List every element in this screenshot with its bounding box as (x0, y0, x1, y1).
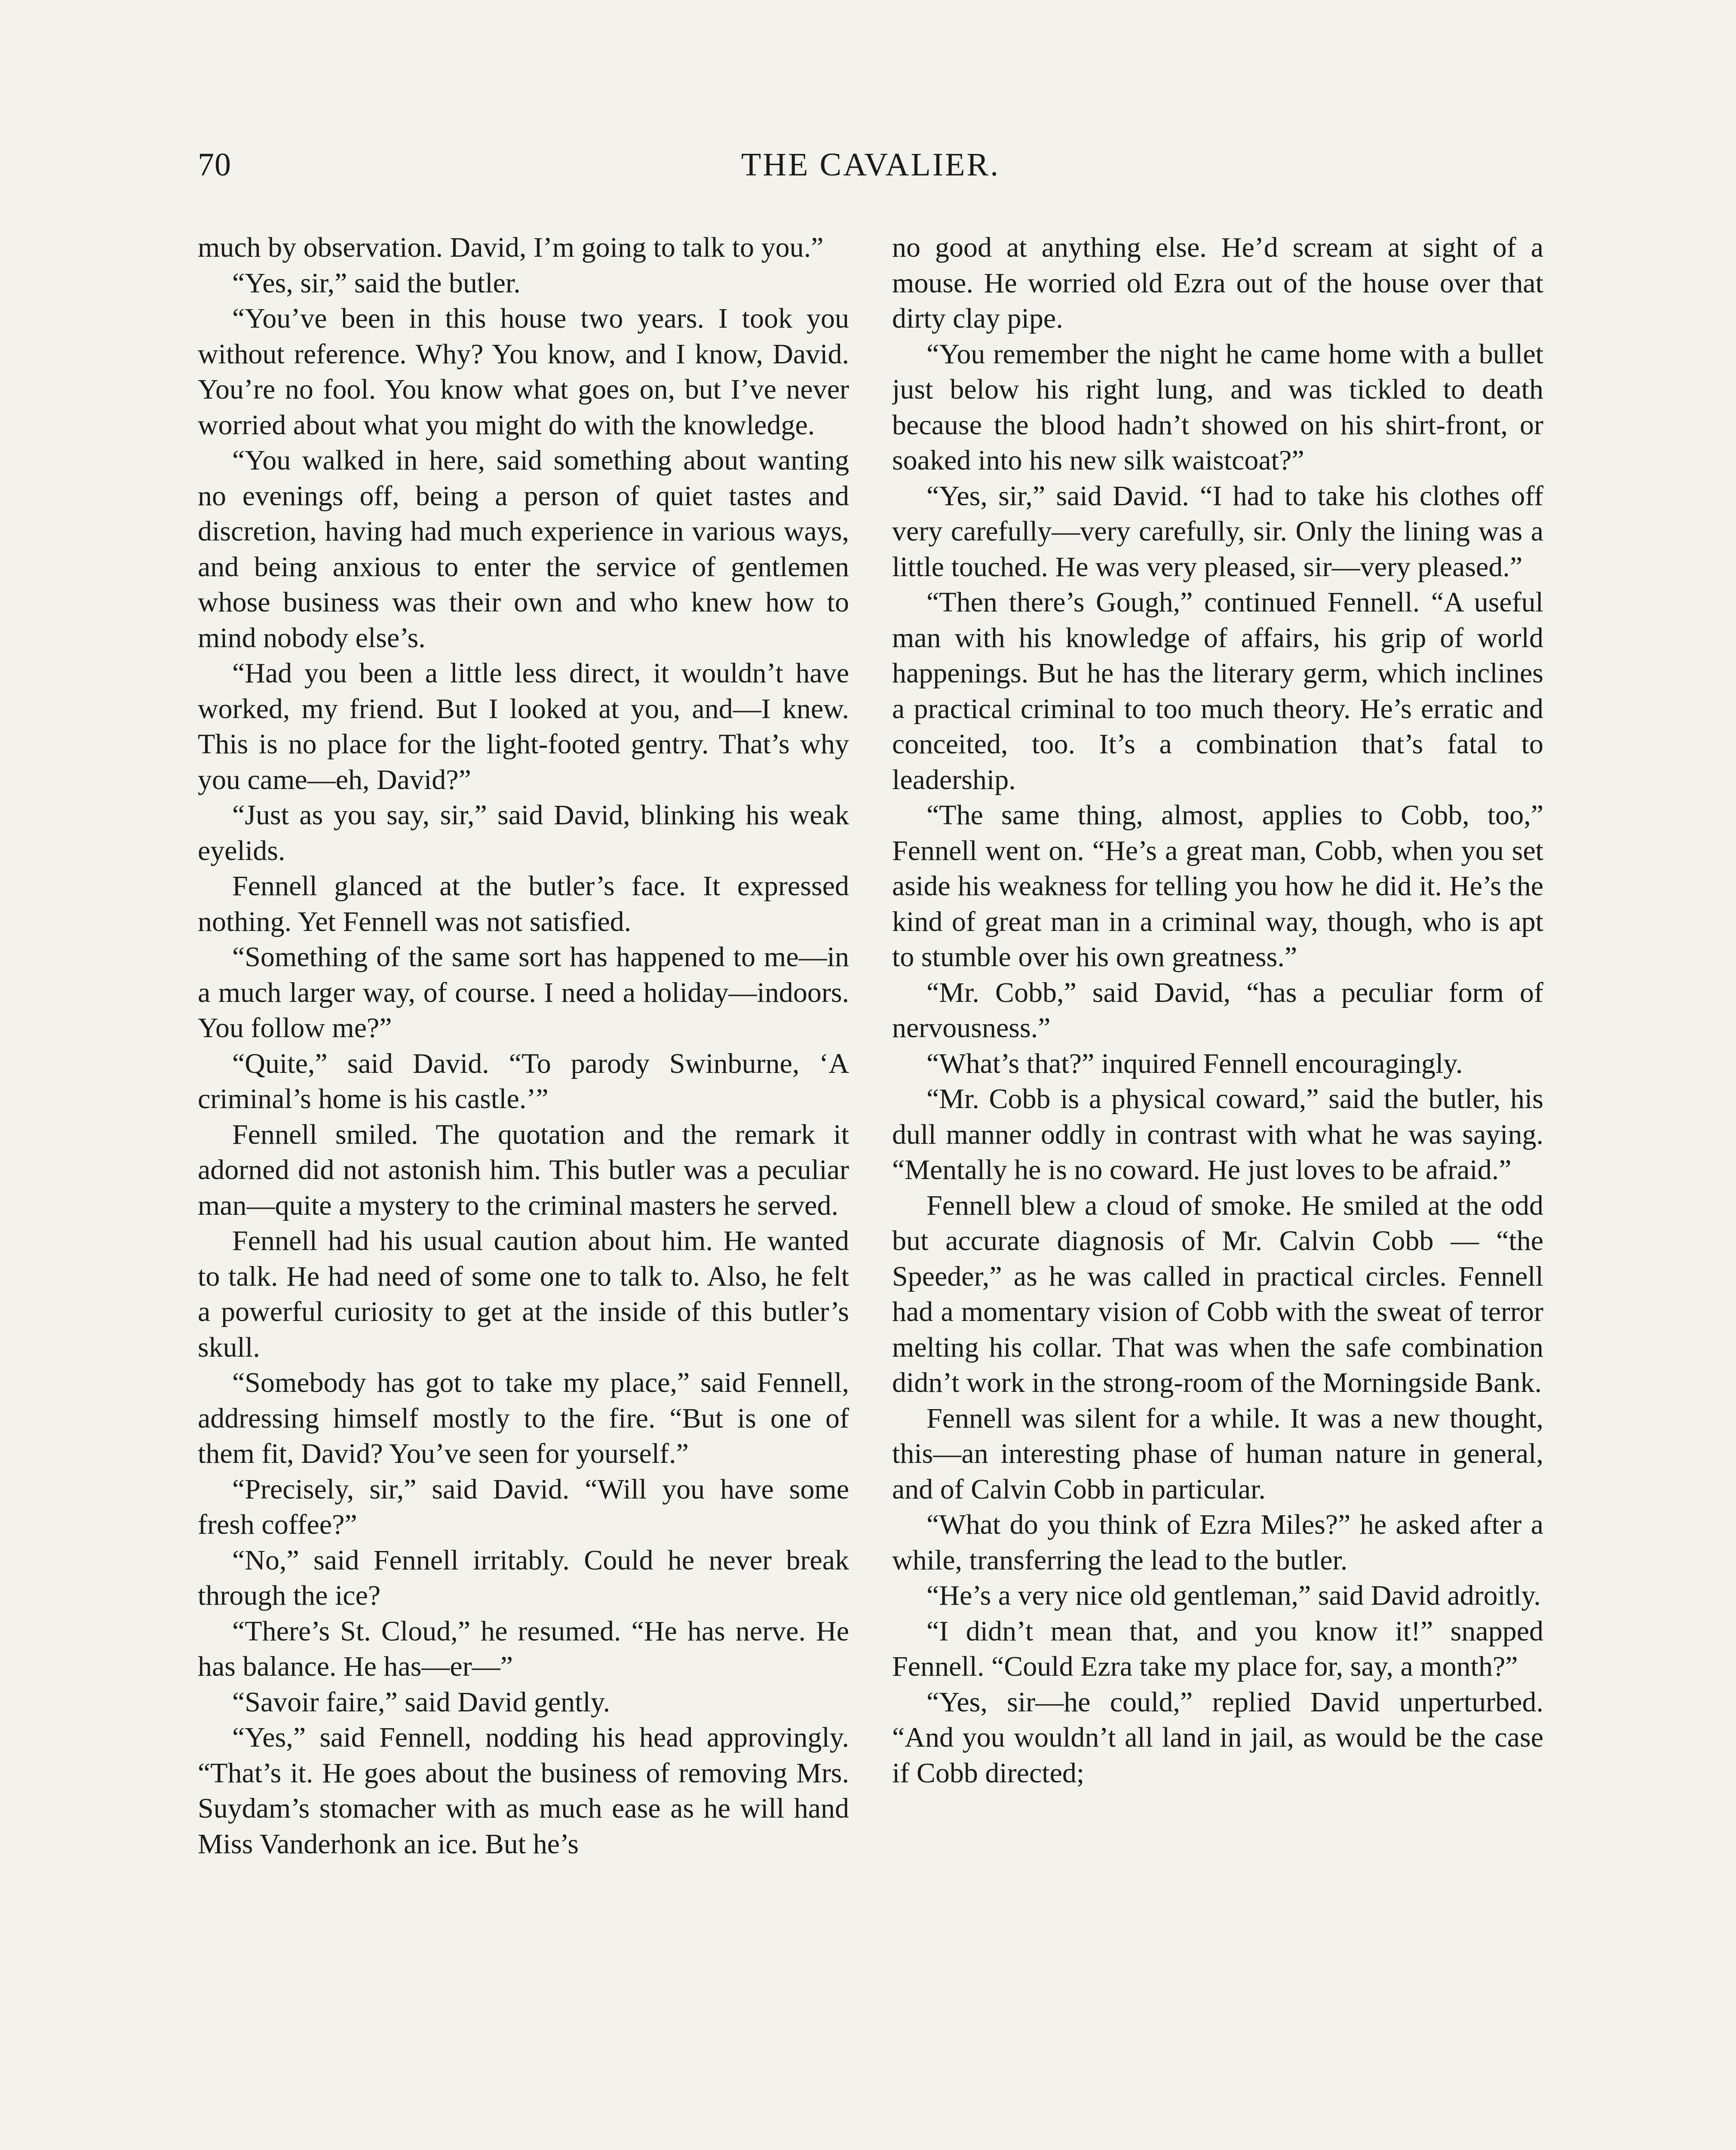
left-text-column (198, 230, 849, 2150)
paragraph: “Had you been a little less direct, it wouldn’t have worked, my friend. But I looked at you, and—I knew. This is no place for the light-footed gentry. That’s why you came—eh, David?” (198, 657, 849, 796)
paragraph: Fennell had his usual caution about him. He wanted to talk. He had need of some one to talk to. Also, he felt a powerful curiosity to get at the inside of this butler’s skull. (198, 1225, 849, 1363)
paragraph: “You remember the night he came home with a bullet just below his right lung, and was tickled to death because the blood hadn’t showed on his shirt-front, or soaked into his new silk waistcoat?” (892, 338, 1543, 476)
paragraph: no good at anything else. He’d scream at sight of a mouse. He worried old Ezra out of the house over that dirty clay pipe. (892, 232, 1543, 334)
running-title: THE CAVALIER. (741, 147, 1000, 183)
paragraph: “Mr. Cobb is a physical coward,” said the butler, his dull manner oddly in contrast with what he was saying. “Mentally he is no coward. He just loves to be afraid.” (892, 1083, 1543, 1186)
paragraph: Fennell was silent for a while. It was a new thought, this—an interesting phase of human nature in general, and of Calvin Cobb in particular. (892, 1402, 1543, 1505)
paragraph: Fennell smiled. The quotation and the remark it adorned did not astonish him. This butler was a peculiar man—quite a mystery to the criminal masters he served. (198, 1118, 849, 1221)
paragraph: “Yes, sir,” said the butler. (232, 267, 521, 299)
paragraph: “Precisely, sir,” said David. “Will you have some fresh coffee?” (198, 1473, 849, 1540)
paragraph: “Yes,” said Fennell, nodding his head approvingly. “That’s it. He goes about the business of removing Mrs. Suydam’s stomacher with as much ease as he will hand Miss Vanderhonk an ice. But he’s (198, 1722, 849, 1860)
paragraph: much by observation. David, I’m going to talk to you.” (198, 232, 824, 263)
paragraph: “What do you think of Ezra Miles?” he asked after a while, transferring the lead to the butler. (892, 1509, 1543, 1576)
page-header (198, 146, 1543, 194)
paragraph: “Yes, sir—he could,” replied David unperturbed. “And you wouldn’t all land in jail, as would be the case if Cobb directed; (892, 1686, 1543, 1789)
paragraph: “He’s a very nice old gentleman,” said David adroitly. (926, 1580, 1541, 1611)
paragraph: “There’s St. Cloud,” he resumed. “He has nerve. He has balance. He has—er—” (198, 1615, 849, 1682)
paragraph: “No,” said Fennell irritably. Could he never break through the ice? (198, 1544, 849, 1611)
paragraph: “Yes, sir,” said David. “I had to take his clothes off very carefully—very carefully, sir. Only the lining was a little touched. He was very pleased, sir—very pleased.” (892, 480, 1543, 583)
right-text-column (892, 230, 1543, 2150)
page-number: 70 (198, 147, 231, 183)
paragraph: “Just as you say, sir,” said David, blinking his weak eyelids. (198, 799, 849, 866)
paragraph: “Mr. Cobb,” said David, “has a peculiar form of nervousness.” (892, 977, 1543, 1044)
paragraph: “Something of the same sort has happened to me—in a much larger way, of course. I need a holiday—indoors. You follow me?” (198, 941, 849, 1044)
paragraph: “What’s that?” inquired Fennell encouragingly. (926, 1047, 1463, 1079)
paragraph: “Savoir faire,” said David gently. (232, 1686, 610, 1718)
paragraph: “Quite,” said David. “To parody Swinburne, ‘A criminal’s home is his castle.’” (198, 1047, 849, 1115)
paragraph: “You’ve been in this house two years. I took you without reference. Why? You know, and I know, David. You’re no fool. You know what goes on, but I’ve never worried about what you might do with the knowledge. (198, 303, 849, 441)
paragraph: Fennell blew a cloud of smoke. He smiled at the odd but accurate diagnosis of Mr. Calvin Cobb — “the Speeder,” as he was called in practical circles. Fennell had a momentary vision of Cobb with the sweat of terror melting his collar. That was when the safe combination didn’t work in the strong-room of the Morningside Bank. (892, 1189, 1543, 1398)
paragraph: “You walked in here, said something about wanting no evenings off, being a person of quiet tastes and discretion, having had much experience in various ways, and being anxious to enter the service of gentlemen whose business was their own and who knew how to mind nobody else’s. (198, 445, 849, 654)
paragraph: “Somebody has got to take my place,” said Fennell, addressing himself mostly to the fire. “But is one of them fit, David? You’ve seen for yourself.” (198, 1367, 849, 1469)
paragraph: Fennell glanced at the butler’s face. It expressed nothing. Yet Fennell was not satisfied. (198, 870, 849, 937)
paragraph: “The same thing, almost, applies to Cobb, too,” Fennell went on. “He’s a great man, Cobb, when you set aside his weakness for telling you how he did it. He’s the kind of great man in a criminal way, though, who is apt to stumble over his own greatness.” (892, 799, 1543, 973)
paragraph: “I didn’t mean that, and you know it!” snapped Fennell. “Could Ezra take my place for, say, a month?” (892, 1615, 1543, 1682)
paragraph: “Then there’s Gough,” continued Fennell. “A useful man with his knowledge of affairs, his grip of world happenings. But he has the literary germ, which inclines a practical criminal to too much theory. He’s erratic and conceited, too. It’s a combination that’s fatal to leadership. (892, 587, 1543, 796)
